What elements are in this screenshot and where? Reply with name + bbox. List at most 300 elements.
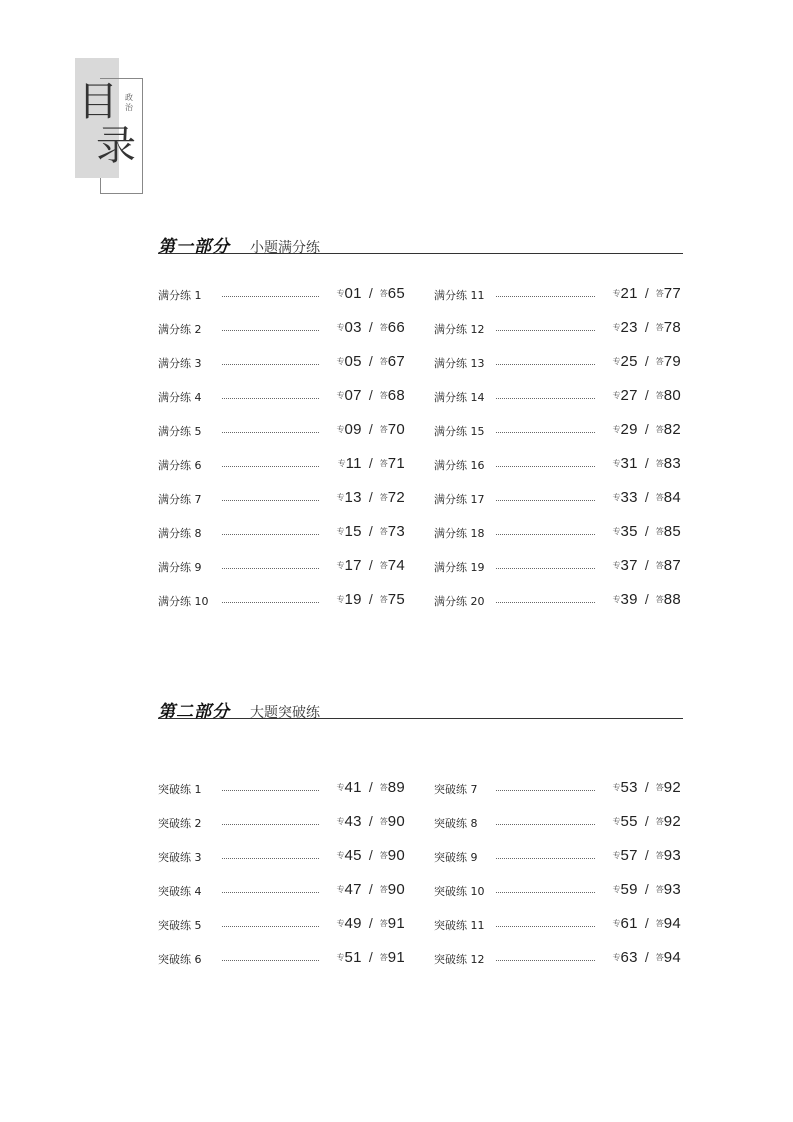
toc-entry-label: 满分练 20: [434, 595, 485, 608]
da-page-number: 65: [387, 285, 405, 302]
da-page-number: 77: [663, 285, 681, 302]
da-page-number: 93: [663, 847, 681, 864]
da-marker: 答: [655, 425, 664, 434]
page-separator: /: [368, 881, 373, 897]
zhuan-marker: 专: [336, 289, 345, 298]
zhuan-page-number: 17: [344, 557, 362, 574]
dot-leader: [222, 824, 319, 825]
toc-entry-label: 满分练 10: [158, 595, 209, 608]
zhuan-page-number: 45: [344, 847, 362, 864]
toc-entry-label: 满分练 5: [158, 425, 202, 438]
dot-leader: [496, 534, 595, 535]
page-separator: /: [644, 949, 649, 965]
page-separator: /: [644, 591, 649, 607]
page-separator: /: [644, 353, 649, 369]
section-part-label: 第二部分: [158, 702, 230, 722]
da-marker: 答: [379, 783, 388, 792]
page-refs: [337, 949, 405, 967]
toc-entry-label: 突破练 5: [158, 919, 202, 932]
dot-leader: [222, 466, 319, 467]
page-refs: [337, 387, 405, 405]
da-marker: 答: [379, 323, 388, 332]
page-refs: [613, 489, 681, 507]
da-page-number: 93: [663, 881, 681, 898]
toc-entry-label: 突破练 6: [158, 953, 202, 966]
toc-entry-label: 满分练 17: [434, 493, 485, 506]
da-page-number: 79: [663, 353, 681, 370]
page-refs: [337, 557, 405, 575]
toc-entry-label: 突破练 7: [434, 783, 478, 796]
page-refs: [613, 387, 681, 405]
page-refs: [613, 421, 681, 439]
zhuan-marker: 专: [612, 851, 621, 860]
dot-leader: [222, 568, 319, 569]
zhuan-marker: 专: [612, 885, 621, 894]
da-page-number: 91: [387, 915, 405, 932]
toc-entry-label: 满分练 13: [434, 357, 485, 370]
da-marker: 答: [655, 493, 664, 502]
toc-entry[interactable]: [434, 523, 681, 560]
page-refs: [337, 915, 405, 933]
da-page-number: 66: [387, 319, 405, 336]
dot-leader: [496, 790, 595, 791]
header-frame-edge: [100, 178, 101, 194]
page-refs: [613, 455, 681, 473]
zhuan-marker: 专: [612, 357, 621, 366]
page-separator: /: [368, 421, 373, 437]
zhuan-marker: 专: [612, 527, 621, 536]
toc-entry[interactable]: [158, 523, 405, 560]
dot-leader: [496, 602, 595, 603]
da-page-number: 68: [387, 387, 405, 404]
page-separator: /: [644, 813, 649, 829]
page-refs: [613, 881, 681, 899]
zhuan-marker: 专: [336, 885, 345, 894]
zhuan-page-number: 63: [620, 949, 638, 966]
page-refs: [613, 813, 681, 831]
dot-leader: [496, 296, 595, 297]
page-separator: /: [644, 319, 649, 335]
da-marker: 答: [379, 885, 388, 894]
da-marker: 答: [655, 357, 664, 366]
toc-entry[interactable]: [434, 387, 681, 424]
section-part-one: [158, 232, 683, 608]
da-marker: 答: [655, 885, 664, 894]
zhuan-marker: 专: [336, 391, 345, 400]
zhuan-marker: 专: [612, 459, 621, 468]
da-marker: 答: [379, 459, 388, 468]
zhuan-page-number: 09: [344, 421, 362, 438]
toc-entry[interactable]: [434, 847, 681, 884]
toc-entry-label: 满分练 9: [158, 561, 202, 574]
page-separator: /: [368, 523, 373, 539]
page-refs: [337, 881, 405, 899]
page-refs: [613, 591, 681, 609]
da-page-number: 71: [387, 455, 405, 472]
da-page-number: 78: [663, 319, 681, 336]
toc-entry-label: 满分练 12: [434, 323, 485, 336]
zhuan-marker: 专: [612, 391, 621, 400]
da-page-number: 82: [663, 421, 681, 438]
page-refs: [337, 353, 405, 371]
page-separator: /: [644, 421, 649, 437]
da-marker: 答: [379, 289, 388, 298]
da-marker: 答: [655, 919, 664, 928]
dot-leader: [222, 364, 319, 365]
zhuan-page-number: 21: [620, 285, 638, 302]
da-page-number: 73: [387, 523, 405, 540]
dot-leader: [222, 602, 319, 603]
toc-entry[interactable]: [434, 813, 681, 850]
page-separator: /: [644, 847, 649, 863]
toc-entry-label: 突破练 2: [158, 817, 202, 830]
dot-leader: [496, 398, 595, 399]
dot-leader: [496, 926, 595, 927]
toc-entry[interactable]: [434, 353, 681, 390]
da-marker: 答: [655, 817, 664, 826]
subject-label: 政治: [125, 93, 133, 112]
da-page-number: 92: [663, 813, 681, 830]
section-heading: [158, 232, 683, 257]
toc-entry[interactable]: [158, 881, 405, 918]
page-separator: /: [368, 949, 373, 965]
zhuan-marker: 专: [612, 953, 621, 962]
da-page-number: 84: [663, 489, 681, 506]
toc-column-left: [158, 779, 405, 986]
da-marker: 答: [379, 851, 388, 860]
dot-leader: [222, 892, 319, 893]
toc-entry[interactable]: [158, 353, 405, 390]
toc-entry-label: 满分练 18: [434, 527, 485, 540]
toc-entry-label: 满分练 1: [158, 289, 202, 302]
page-refs: [613, 523, 681, 541]
da-marker: 答: [655, 953, 664, 962]
page-refs: [337, 591, 405, 609]
page-separator: /: [644, 387, 649, 403]
page-separator: /: [368, 489, 373, 505]
page-separator: /: [644, 915, 649, 931]
da-marker: 答: [379, 493, 388, 502]
zhuan-marker: 专: [612, 919, 621, 928]
dot-leader: [496, 432, 595, 433]
da-page-number: 72: [387, 489, 405, 506]
zhuan-page-number: 41: [344, 779, 362, 796]
da-marker: 答: [379, 595, 388, 604]
toc-entry[interactable]: [434, 949, 681, 986]
dot-leader: [496, 330, 595, 331]
page-refs: [337, 847, 405, 865]
toc-entry[interactable]: [434, 591, 681, 628]
zhuan-marker: 专: [336, 953, 345, 962]
da-marker: 答: [655, 527, 664, 536]
zhuan-marker: 专: [336, 919, 345, 928]
dot-leader: [496, 466, 595, 467]
zhuan-marker: 专: [612, 561, 621, 570]
dot-leader: [222, 330, 319, 331]
page-refs: [613, 847, 681, 865]
dot-leader: [496, 568, 595, 569]
toc-column-right: [434, 285, 681, 628]
page-separator: /: [368, 353, 373, 369]
toc-entry-label: 满分练 4: [158, 391, 202, 404]
dot-leader: [496, 892, 595, 893]
da-marker: 答: [655, 595, 664, 604]
page-separator: /: [368, 779, 373, 795]
page-title-char-2: 录: [96, 123, 136, 169]
zhuan-marker: 专: [612, 817, 621, 826]
dot-leader: [496, 824, 595, 825]
dot-leader: [222, 960, 319, 961]
page-separator: /: [644, 285, 649, 301]
page-refs: [337, 813, 405, 831]
da-marker: 答: [379, 953, 388, 962]
da-marker: 答: [379, 919, 388, 928]
page-separator: /: [368, 591, 373, 607]
dot-leader: [222, 500, 319, 501]
da-page-number: 94: [663, 915, 681, 932]
da-page-number: 90: [387, 847, 405, 864]
page-refs: [337, 489, 405, 507]
da-page-number: 70: [387, 421, 405, 438]
toc-entry[interactable]: [158, 813, 405, 850]
page-refs: [613, 779, 681, 797]
zhuan-marker: 专: [612, 425, 621, 434]
zhuan-marker: 专: [612, 783, 621, 792]
da-marker: 答: [379, 527, 388, 536]
toc-entry[interactable]: [434, 779, 681, 816]
da-marker: 答: [655, 783, 664, 792]
dot-leader: [496, 500, 595, 501]
toc-entry[interactable]: [158, 489, 405, 526]
zhuan-marker: 专: [336, 851, 345, 860]
zhuan-marker: 专: [612, 323, 621, 332]
section-heading: [158, 697, 683, 722]
toc-entry-label: 满分练 15: [434, 425, 485, 438]
toc-entry-label: 突破练 4: [158, 885, 202, 898]
zhuan-page-number: 23: [620, 319, 638, 336]
zhuan-marker: 专: [336, 527, 345, 536]
page-separator: /: [644, 455, 649, 471]
zhuan-page-number: 01: [344, 285, 362, 302]
page-separator: /: [368, 813, 373, 829]
toc-entry[interactable]: [434, 421, 681, 458]
zhuan-marker: 专: [337, 459, 346, 468]
da-marker: 答: [655, 391, 664, 400]
da-page-number: 74: [387, 557, 405, 574]
toc-entry[interactable]: [158, 779, 405, 816]
zhuan-marker: 专: [612, 289, 621, 298]
toc-entry-label: 满分练 11: [434, 289, 485, 302]
da-marker: 答: [655, 323, 664, 332]
dot-leader: [222, 432, 319, 433]
da-marker: 答: [655, 459, 664, 468]
zhuan-marker: 专: [336, 357, 345, 366]
page-separator: /: [368, 387, 373, 403]
page-refs: [337, 319, 405, 337]
toc-entry[interactable]: [158, 285, 405, 322]
page-separator: /: [644, 779, 649, 795]
dot-leader: [496, 858, 595, 859]
toc-entry[interactable]: [158, 319, 405, 356]
zhuan-page-number: 39: [620, 591, 638, 608]
zhuan-marker: 专: [336, 561, 345, 570]
da-marker: 答: [379, 357, 388, 366]
toc-entry-label: 满分练 8: [158, 527, 202, 540]
toc-entry[interactable]: [158, 915, 405, 952]
da-page-number: 94: [663, 949, 681, 966]
section-part-label: 第一部分: [158, 237, 230, 257]
zhuan-page-number: 15: [344, 523, 362, 540]
page-separator: /: [368, 915, 373, 931]
zhuan-page-number: 47: [344, 881, 362, 898]
da-page-number: 90: [387, 813, 405, 830]
toc-entry[interactable]: [158, 949, 405, 986]
zhuan-page-number: 33: [620, 489, 638, 506]
da-marker: 答: [655, 561, 664, 570]
page-separator: /: [368, 455, 373, 471]
zhuan-page-number: 37: [620, 557, 638, 574]
zhuan-page-number: 11: [345, 455, 362, 472]
da-page-number: 87: [663, 557, 681, 574]
toc-entry[interactable]: [434, 489, 681, 526]
page-refs: [613, 353, 681, 371]
da-marker: 答: [655, 851, 664, 860]
toc-entry-label: 满分练 7: [158, 493, 202, 506]
toc-entry[interactable]: [434, 557, 681, 594]
page-separator: /: [644, 523, 649, 539]
toc-entry[interactable]: [434, 455, 681, 492]
dot-leader: [222, 926, 319, 927]
page-refs: [338, 455, 405, 473]
zhuan-marker: 专: [612, 493, 621, 502]
da-page-number: 85: [663, 523, 681, 540]
zhuan-page-number: 29: [620, 421, 638, 438]
zhuan-page-number: 43: [344, 813, 362, 830]
da-marker: 答: [379, 561, 388, 570]
zhuan-marker: 专: [336, 783, 345, 792]
dot-leader: [222, 534, 319, 535]
toc-entry-label: 满分练 3: [158, 357, 202, 370]
toc-entry-label: 满分练 16: [434, 459, 485, 472]
dot-leader: [222, 398, 319, 399]
page-separator: /: [644, 557, 649, 573]
da-page-number: 67: [387, 353, 405, 370]
toc-entry-label: 突破练 9: [434, 851, 478, 864]
zhuan-marker: 专: [336, 595, 345, 604]
toc-entry[interactable]: [158, 421, 405, 458]
dot-leader: [222, 858, 319, 859]
toc-entry[interactable]: [158, 847, 405, 884]
toc-entry-label: 满分练 19: [434, 561, 485, 574]
page-refs: [613, 319, 681, 337]
page-refs: [613, 949, 681, 967]
page-separator: /: [368, 847, 373, 863]
zhuan-page-number: 19: [344, 591, 362, 608]
zhuan-page-number: 35: [620, 523, 638, 540]
toc-column-right: [434, 779, 681, 986]
zhuan-marker: 专: [336, 425, 345, 434]
section-name: 大题突破练: [250, 704, 320, 720]
dot-leader: [496, 960, 595, 961]
da-marker: 答: [379, 391, 388, 400]
zhuan-page-number: 53: [620, 779, 638, 796]
zhuan-page-number: 51: [344, 949, 362, 966]
toc-entry[interactable]: [434, 285, 681, 322]
toc-entry-label: 满分练 6: [158, 459, 202, 472]
da-page-number: 88: [663, 591, 681, 608]
page-refs: [337, 421, 405, 439]
toc-column-left: [158, 285, 405, 628]
toc-entry[interactable]: [434, 915, 681, 952]
page-refs: [613, 915, 681, 933]
zhuan-page-number: 03: [344, 319, 362, 336]
page-refs: [337, 523, 405, 541]
zhuan-page-number: 59: [620, 881, 638, 898]
zhuan-marker: 专: [612, 595, 621, 604]
toc-entry-label: 满分练 14: [434, 391, 485, 404]
toc-entry[interactable]: [158, 387, 405, 424]
page-refs: [337, 285, 405, 303]
zhuan-marker: 专: [336, 493, 345, 502]
zhuan-page-number: 57: [620, 847, 638, 864]
toc-entry-label: 满分练 2: [158, 323, 202, 336]
page-separator: /: [368, 557, 373, 573]
zhuan-page-number: 49: [344, 915, 362, 932]
zhuan-page-number: 61: [620, 915, 638, 932]
page-separator: /: [368, 285, 373, 301]
da-page-number: 90: [387, 881, 405, 898]
toc-entry-label: 突破练 8: [434, 817, 478, 830]
da-page-number: 92: [663, 779, 681, 796]
toc-entry[interactable]: [158, 557, 405, 594]
da-page-number: 75: [387, 591, 405, 608]
page-refs: [613, 557, 681, 575]
page-title-char-1: 目: [78, 79, 118, 125]
page-separator: /: [644, 881, 649, 897]
da-page-number: 91: [387, 949, 405, 966]
toc-entry[interactable]: [158, 455, 405, 492]
dot-leader: [222, 296, 319, 297]
toc-entry-label: 突破练 10: [434, 885, 485, 898]
zhuan-page-number: 27: [620, 387, 638, 404]
page-refs: [337, 779, 405, 797]
da-page-number: 80: [663, 387, 681, 404]
da-marker: 答: [379, 817, 388, 826]
dot-leader: [222, 790, 319, 791]
toc-entry-label: 突破练 3: [158, 851, 202, 864]
zhuan-page-number: 07: [344, 387, 362, 404]
toc-entry-label: 突破练 11: [434, 919, 485, 932]
zhuan-marker: 专: [336, 323, 345, 332]
da-marker: 答: [379, 425, 388, 434]
toc-entry-label: 突破练 1: [158, 783, 202, 796]
toc-entry-label: 突破练 12: [434, 953, 485, 966]
toc-entry[interactable]: [434, 881, 681, 918]
zhuan-marker: 专: [336, 817, 345, 826]
toc-entry[interactable]: [158, 591, 405, 628]
section-name: 小题满分练: [250, 239, 320, 255]
da-page-number: 89: [387, 779, 405, 796]
page-refs: [613, 285, 681, 303]
zhuan-page-number: 25: [620, 353, 638, 370]
da-page-number: 83: [663, 455, 681, 472]
zhuan-page-number: 05: [344, 353, 362, 370]
toc-entry[interactable]: [434, 319, 681, 356]
dot-leader: [496, 364, 595, 365]
zhuan-page-number: 31: [620, 455, 638, 472]
page-separator: /: [368, 319, 373, 335]
da-marker: 答: [655, 289, 664, 298]
